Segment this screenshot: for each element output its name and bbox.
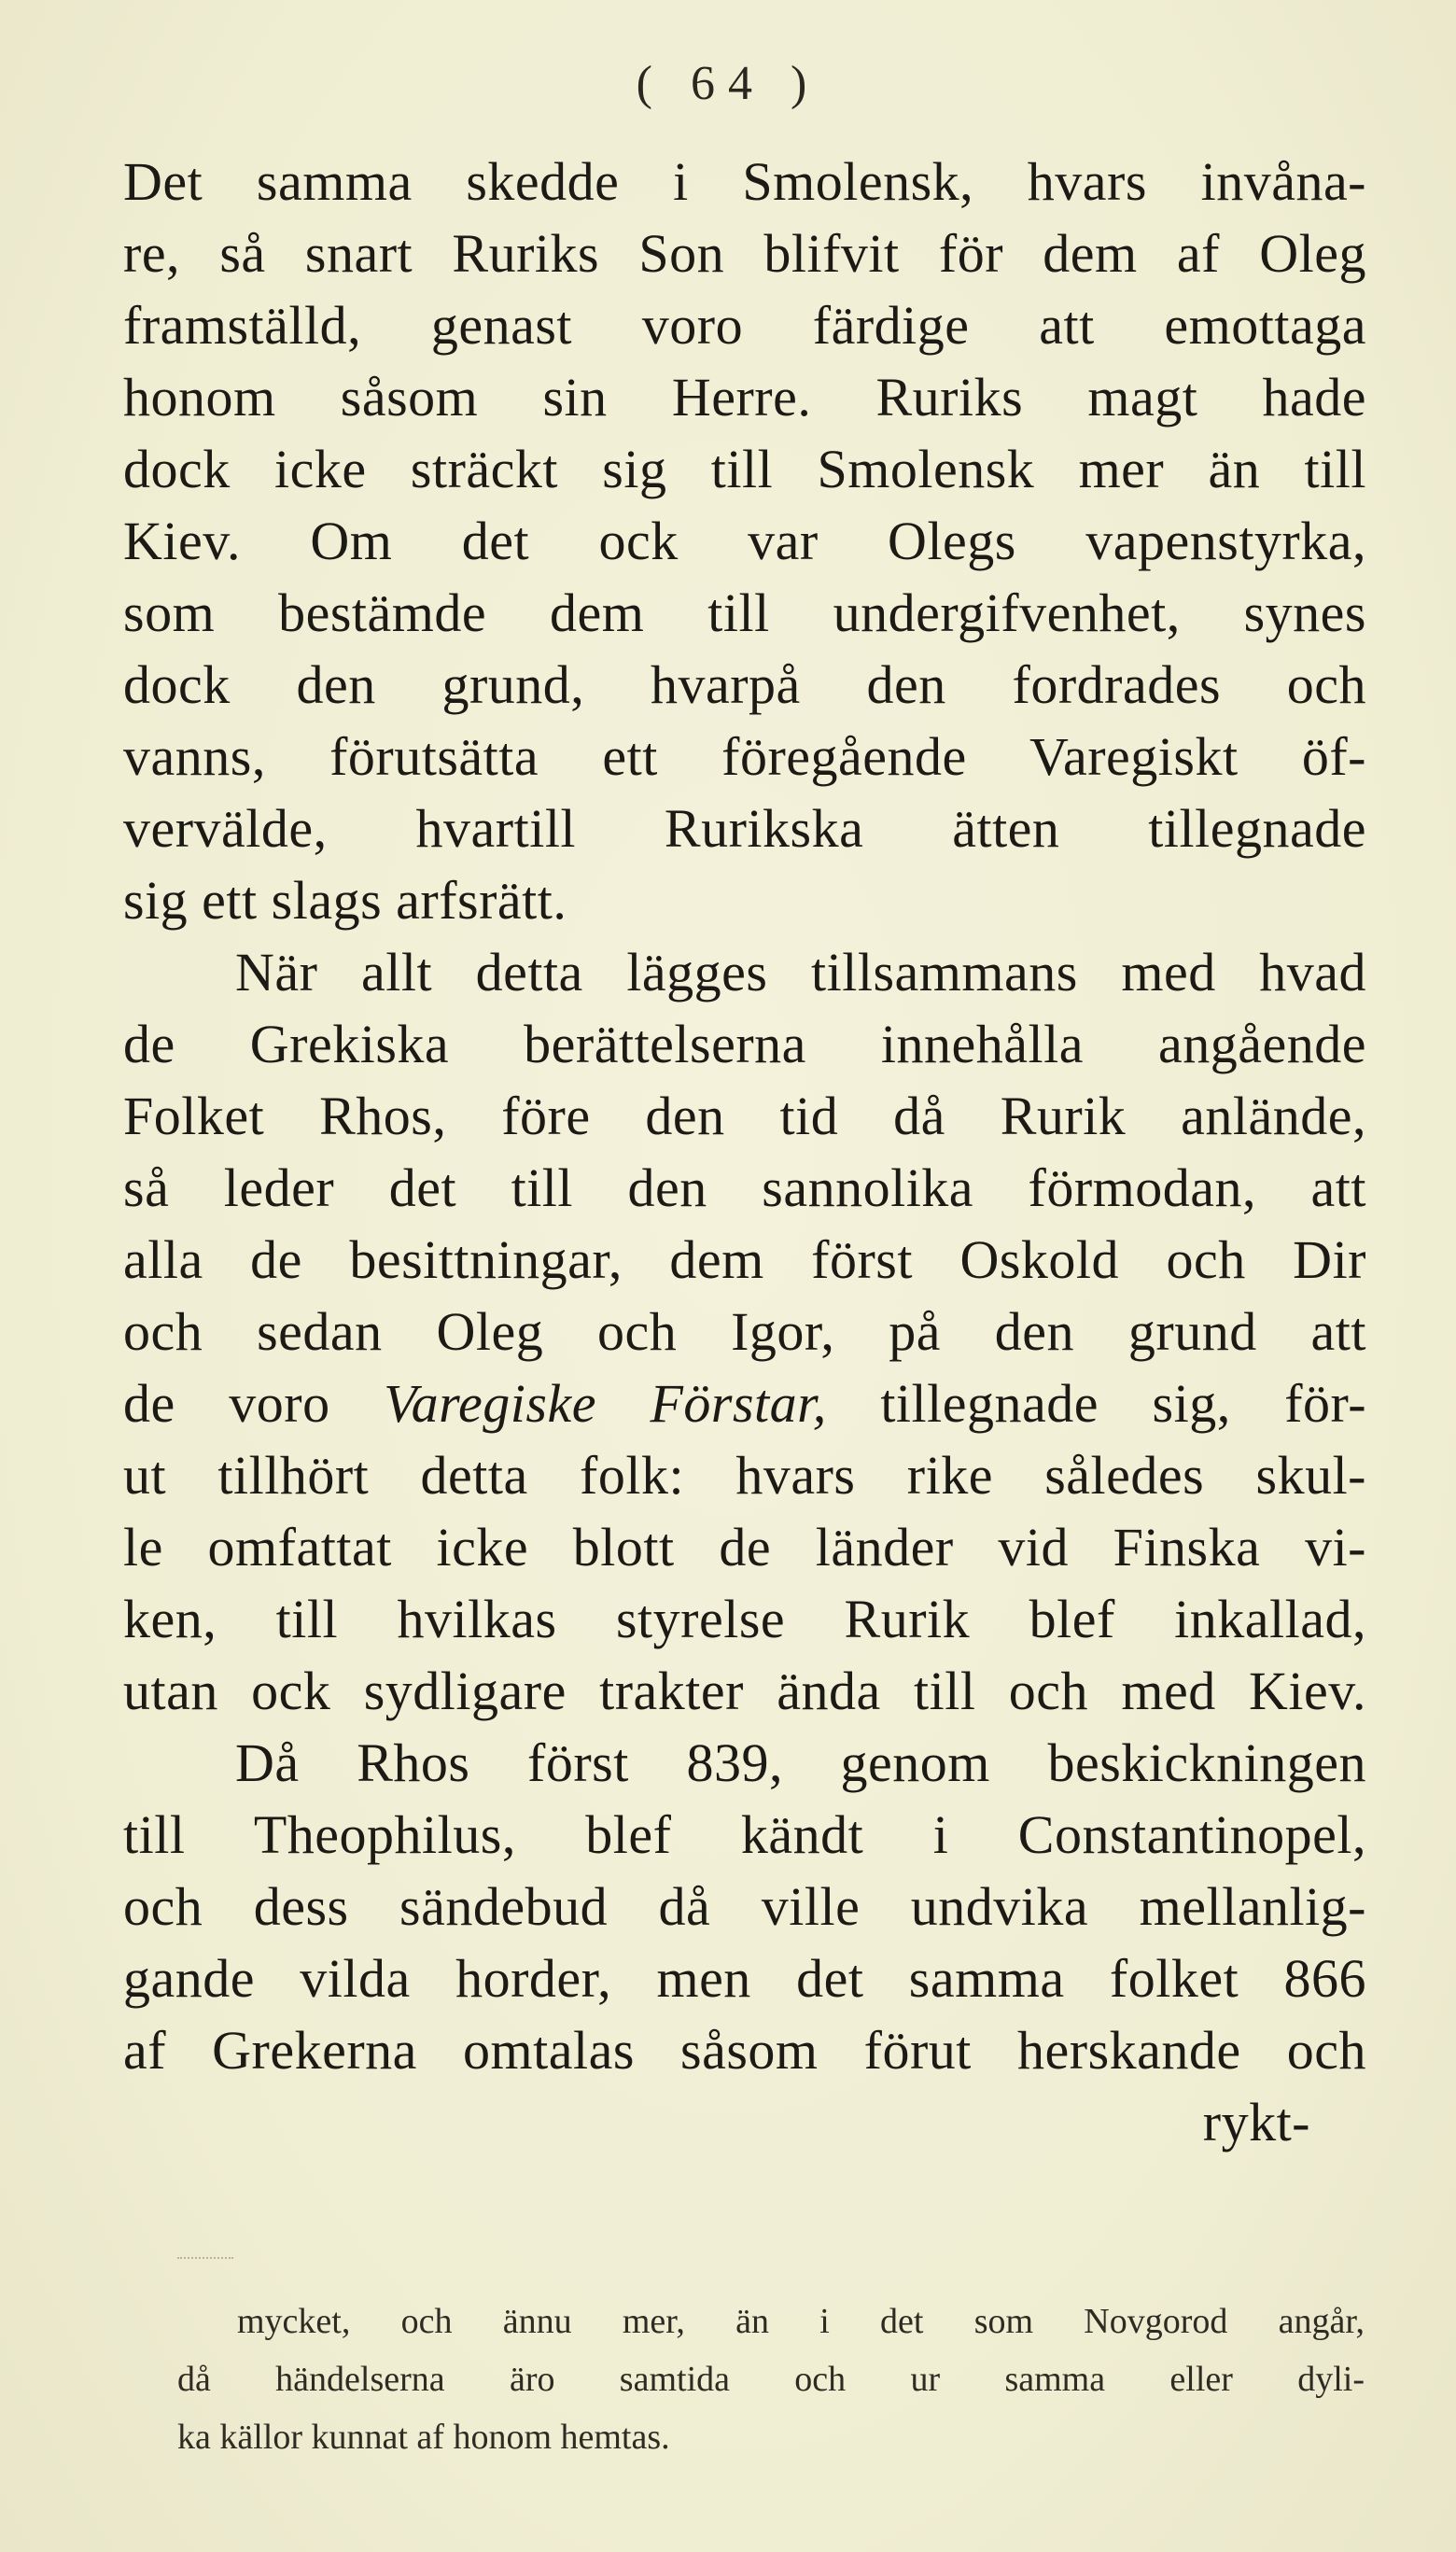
text-line: vanns, förutsätta ett föregående Varegiskt öf- [123,726,1366,787]
footnote [177,2293,1365,2466]
text-line: till Theophilus, blef kändt i Constantinopel, [123,1804,1366,1865]
catchword: rykt- [1202,2092,1310,2152]
text-line: utan ock sydligare trakter ända till och med Kiev. [123,1661,1366,1721]
text-line: Kiev. Om det ock var Olegs vapenstyrka, [123,511,1366,571]
text-line: gande vilda horder, men det samma folket 866 [123,1948,1366,2009]
text-line: så leder det till den sannolika förmodan, att [123,1157,1366,1218]
text-line-paragraph-start: Då Rhos först 839, genom beskickningen [235,1732,1366,1793]
footnote-line: ka källor kunnat af honom hemtas. [177,2418,670,2457]
text-segment: de voro [123,1373,385,1434]
text-line: de Grekiska berättelserna innehålla angående [123,1014,1366,1074]
main-text [123,146,1366,2158]
footnote-line: då händelserna äro samtida och ur samma eller dyli- [177,2360,1365,2399]
text-line: re, så snart Ruriks Son blifvit för dem af Oleg [123,223,1366,284]
text-line: dock den grund, hvarpå den fordrades och [123,654,1366,715]
text-line: af Grekerna omtalas såsom förut herskande och [123,2020,1366,2081]
text-line: honom såsom sin Herre. Ruriks magt hade [123,367,1366,428]
page-number: ( 64 ) [636,57,820,110]
text-line-paragraph-start: När allt detta lägges tillsammans med hvad [235,942,1366,1003]
text-line: och sedan Oleg och Igor, på den grund att [123,1301,1366,1362]
footnote-line: mycket, och ännu mer, än i det som Novgorod angår, [237,2302,1365,2341]
text-line: ken, till hvilkas styrelse Rurik blef inkallad, [123,1589,1366,1649]
text-line: sig ett slags arfsrätt. [123,870,567,931]
text-segment: tillegnade sig, för- [826,1373,1367,1434]
text-line: Det samma skedde i Smolensk, hvars invåna- [123,151,1366,212]
text-line: vervälde, hvartill Rurikska ätten tillegnade [123,798,1366,859]
text-line: ut tillhört detta folk: hvars rike således skul- [123,1445,1366,1506]
text-line-with-italic [123,1367,1366,1439]
text-line: alla de besittningar, dem först Oskold och Dir [123,1229,1366,1290]
text-line: framställd, genast voro färdige att emottaga [123,295,1366,356]
text-line: och dess sändebud då ville undvika mellanlig- [123,1876,1366,1937]
footnote-separator [177,2257,233,2278]
text-line: dock icke sträckt sig till Smolensk mer än till [123,439,1366,499]
italic-phrase: Varegiske Förstar, [384,1373,827,1434]
text-line: Folket Rhos, före den tid då Rurik anlände, [123,1086,1366,1146]
text-line: som bestämde dem till undergifvenhet, synes [123,582,1366,643]
text-line: le omfattat icke blott de länder vid Finska vi- [123,1517,1366,1577]
